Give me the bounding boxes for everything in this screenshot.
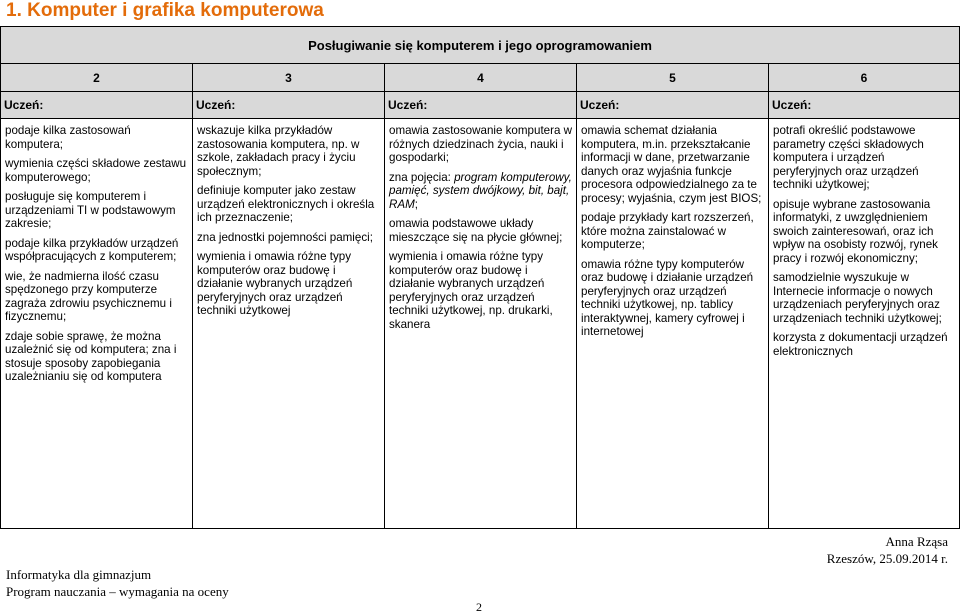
- pupil-label: Uczeń:: [1, 92, 193, 119]
- requirement-item: [773, 331, 955, 358]
- requirement-text: podaje kilka zastosowań komputera;: [5, 124, 131, 151]
- requirement-text: ;: [414, 197, 418, 211]
- requirement-item: [389, 171, 572, 212]
- page-title: 1. Komputer i grafika komputerowa: [6, 0, 324, 21]
- requirement-text: wymienia części składowe zestawu komputerowego;: [5, 157, 187, 184]
- requirement-text: korzysta z dokumentacji urządzeń elektronicznych: [773, 331, 948, 358]
- pupil-row: [1, 92, 960, 119]
- requirement-text: program komputerowy, pamięć, system dwójkowy, bit, bajt, RAM: [389, 170, 572, 211]
- requirement-text: zdaje sobie sprawę, że można uzależnić się od komputera; zna i stosuje sposoby zapobiegania uzależnianiu się od komputera: [5, 329, 177, 383]
- requirement-text: potrafi określić podstawowe parametry części składowych komputera i urządzeń peryferyjnych oraz urządzeń techniki użytkowej;: [773, 124, 924, 191]
- requirement-item: [5, 124, 188, 151]
- requirements-cell: [577, 119, 769, 529]
- requirement-text: zna jednostki pojemności pamięci;: [197, 230, 373, 244]
- program-label: Program nauczania – wymagania na oceny: [6, 584, 229, 599]
- requirements-table: [0, 26, 960, 529]
- requirement-item: [581, 258, 764, 339]
- requirement-text: samodzielnie wyszukuje w Internecie informacje o nowych urządzeniach peryferyjnych oraz urządzeniach techniki użytkowej;: [773, 271, 942, 325]
- requirement-item: [773, 124, 955, 192]
- pupil-label: Uczeń:: [577, 92, 769, 119]
- author-name: Anna Rząsa: [885, 534, 948, 549]
- requirement-text: wymienia i omawia różne typy komputerów oraz budowę i działanie wybranych urządzeń peryferyjnych oraz urządzeń techniki użytkowej: [197, 250, 353, 317]
- table-header-row: [1, 27, 960, 64]
- requirement-text: podaje kilka przykładów urządzeń współpracujących z komputerem;: [5, 236, 179, 263]
- pupil-label: Uczeń:: [193, 92, 385, 119]
- requirements-cell: [193, 119, 385, 529]
- requirement-item: [581, 211, 764, 252]
- requirement-text: wie, że nadmierna ilość czasu spędzonego przy komputerze zagraża zdrowiu psychicznemu i fizycznemu;: [5, 269, 172, 323]
- place-date: Rzeszów, 25.09.2014 r.: [826, 551, 948, 566]
- subject-label: Informatyka dla gimnazjum: [6, 567, 152, 582]
- requirement-item: [197, 231, 380, 245]
- requirement-item: [581, 124, 764, 205]
- requirements-cell: [385, 119, 577, 529]
- requirement-text: omawia podstawowe układy mieszczące się na płycie głównej;: [389, 217, 563, 244]
- grade-cell: 3: [193, 64, 385, 92]
- requirement-text: omawia różne typy komputerów oraz budowę i działanie urządzeń peryferyjnych oraz urządzeń techniki użytkowej, np. tablicy interaktywnej, kamery cyfrowej i internetowej: [581, 257, 754, 338]
- requirement-text: wskazuje kilka przykładów zastosowania komputera, np. w szkole, zakładach pracy i życiu społecznym;: [197, 124, 360, 178]
- requirement-text: omawia zastosowanie komputera w różnych dziedzinach życia, nauki i gospodarki;: [389, 124, 573, 164]
- requirement-text: wymienia i omawia różne typy komputerów oraz budowę i działanie wybranych urządzeń peryferyjnych oraz urządzeń techniki użytkowej, np. drukarki, skanera: [389, 250, 553, 331]
- requirement-item: [389, 124, 572, 165]
- requirement-item: [389, 217, 572, 244]
- requirement-item: [197, 124, 380, 178]
- grade-cell: 5: [577, 64, 769, 92]
- requirement-item: [5, 190, 188, 231]
- requirement-item: [773, 271, 955, 325]
- requirement-item: [773, 198, 955, 266]
- requirements-row: [1, 119, 960, 529]
- requirement-text: podaje przykłady kart rozszerzeń, które można zainstalować w komputerze;: [581, 211, 754, 251]
- requirements-cell: [769, 119, 960, 529]
- requirement-text: posługuje się komputerem i urządzeniami TI w podstawowym zakresie;: [5, 190, 176, 230]
- grade-cell: 2: [1, 64, 193, 92]
- requirement-item: [5, 157, 188, 184]
- requirement-item: [389, 250, 572, 331]
- requirement-item: [5, 270, 188, 324]
- requirement-item: [5, 330, 188, 384]
- requirement-text: omawia schemat działania komputera, m.in. przekształcanie informacji w dane, przetwarzanie danych oraz wyjaśnia funkcje procesora odpowiedzialnego za te procesy; wyjaśnia, czym jest BIOS;: [581, 124, 762, 205]
- page-number: 2: [476, 600, 482, 614]
- grades-row: [1, 64, 960, 92]
- table-header: Posługiwanie się komputerem i jego oprogramowaniem: [1, 27, 960, 64]
- requirement-item: [197, 250, 380, 318]
- requirement-text: opisuje wybrane zastosowania informatyki, z uwzględnieniem swoich zainteresowań, oraz ich wpływ na osobisty rozwój, rynek pracy i rozwój ekonomiczny;: [773, 197, 938, 265]
- requirements-cell: [1, 119, 193, 529]
- grade-cell: 6: [769, 64, 960, 92]
- requirement-text: zna pojęcia:: [389, 170, 455, 184]
- requirement-text: definiuje komputer jako zestaw urządzeń elektronicznych i określa ich przeznaczenie;: [197, 184, 375, 224]
- requirement-item: [5, 237, 188, 264]
- pupil-label: Uczeń:: [385, 92, 577, 119]
- requirement-item: [197, 184, 380, 225]
- pupil-label: Uczeń:: [769, 92, 960, 119]
- grade-cell: 4: [385, 64, 577, 92]
